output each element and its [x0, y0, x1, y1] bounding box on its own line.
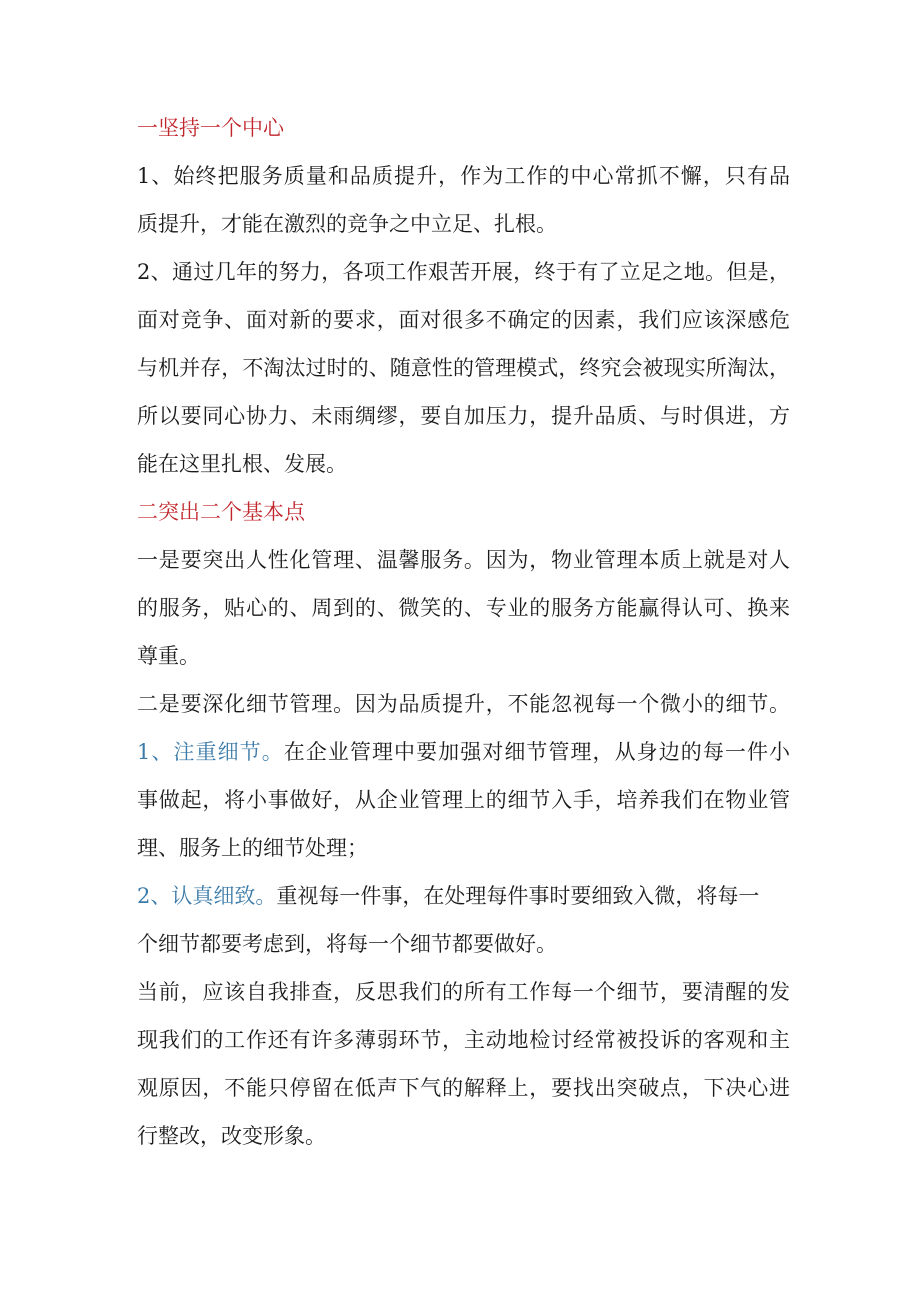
text-span: 重视每一件事，在处理每件事时要细致入微，将每一	[276, 884, 760, 908]
paragraph-point-2	[137, 680, 797, 728]
text-line: 现我们的工作还有许多薄弱环节，主动地检讨经常被投诉的客观和主	[137, 1028, 790, 1052]
text-line: 观原因，不能只停留在低声下气的解释上，要找出突破点，下决心进	[137, 1076, 790, 1100]
sub-label-1: 1、注重细节。	[137, 740, 284, 764]
text-line: 所以要同心协力、未雨绸缪，要自加压力，提升品质、与时俱进，方	[137, 404, 790, 428]
text-line: 质提升，才能在激烈的竞争之中立足、扎根。	[137, 212, 557, 236]
text-line: 个细节都要考虑到，将每一个细节都要做好。	[137, 932, 557, 956]
paragraph-sub-2	[137, 872, 797, 968]
paragraph-item-1	[137, 152, 797, 248]
text-line: 1、始终把服务质量和品质提升，作为工作的中心常抓不懈，只有品	[137, 164, 790, 188]
text-line: 能在这里扎根、发展。	[137, 452, 347, 476]
text-line: 尊重。	[137, 644, 200, 668]
text-line	[137, 872, 797, 920]
document-page	[137, 104, 797, 1160]
text-line: 理、服务上的细节处理；	[137, 836, 368, 860]
text-line: 面对竞争、面对新的要求，面对很多不确定的因素，我们应该深感危	[137, 308, 790, 332]
paragraph-point-1	[137, 536, 797, 680]
text-line	[137, 728, 790, 776]
paragraph-sub-1	[137, 728, 797, 872]
text-span: 在企业管理中要加强对细节管理，从身边的每一件小	[283, 740, 790, 764]
paragraph-conclusion	[137, 968, 797, 1160]
text-line: 与机并存，不淘汰过时的、随意性的管理模式，终究会被现实所淘汰，	[137, 356, 790, 380]
text-line: 行整改，改变形象。	[137, 1124, 326, 1148]
paragraph-item-2	[137, 248, 797, 488]
text-line: 事做起，将小事做好，从企业管理上的细节入手，培养我们在物业管	[137, 788, 790, 812]
text-line: 2、通过几年的努力，各项工作艰苦开展，终于有了立足之地。但是，	[137, 260, 790, 284]
sub-label-2: 2、认真细致。	[137, 884, 277, 908]
text-line: 当前，应该自我排查，反思我们的所有工作每一个细节，要清醒的发	[137, 980, 790, 1004]
text-line: 的服务，贴心的、周到的、微笑的、专业的服务方能赢得认可、换来	[137, 596, 790, 620]
section-heading-1: 一坚持一个中心	[137, 116, 284, 140]
text-line: 二是要深化细节管理。因为品质提升，不能忽视每一个微小的细节。	[137, 692, 790, 716]
section-heading-2: 二突出二个基本点	[137, 500, 305, 524]
text-line: 一是要突出人性化管理、温馨服务。因为，物业管理本质上就是对人	[137, 548, 790, 572]
